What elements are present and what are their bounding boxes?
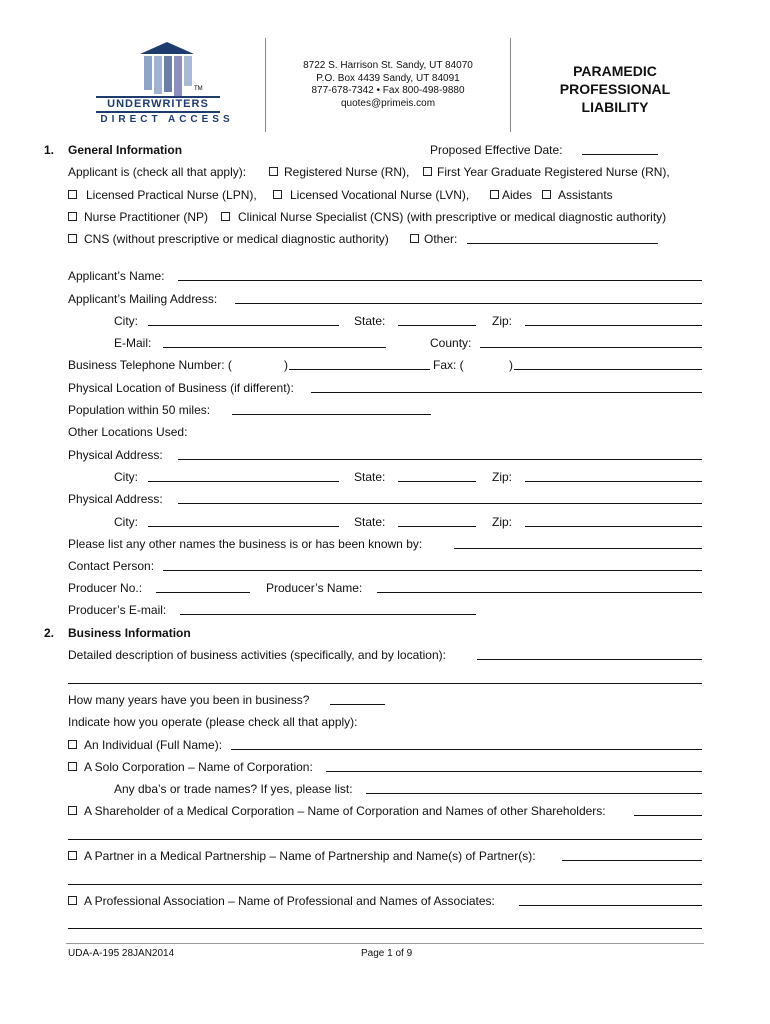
solo-corporation-checkbox[interactable] — [68, 762, 77, 771]
logo-text-direct-access: DIRECT ACCESS — [100, 114, 234, 125]
state-field[interactable] — [398, 313, 476, 326]
header-divider-left — [265, 38, 266, 132]
individual-field[interactable] — [231, 737, 702, 750]
cns2-checkbox[interactable] — [68, 234, 77, 243]
rn-checkbox[interactable] — [269, 167, 278, 176]
city-field-2[interactable] — [148, 469, 339, 482]
physical-address-field-1[interactable] — [178, 447, 702, 460]
zip-field-2[interactable] — [525, 469, 702, 482]
other-checkbox[interactable] — [410, 234, 419, 243]
dba-field[interactable] — [366, 781, 702, 794]
individual-label: An Individual (Full Name): — [84, 738, 223, 752]
section-number: 2. — [44, 626, 55, 640]
fygrn-label: First Year Graduate Registered Nurse (RN), — [437, 165, 670, 179]
business-description-field[interactable] — [477, 647, 702, 660]
phone-label: Business Telephone Number: ( — [68, 358, 232, 372]
zip-field-3[interactable] — [525, 514, 702, 527]
producer-name-field[interactable] — [377, 580, 702, 593]
individual-checkbox[interactable] — [68, 740, 77, 749]
svg-text:TM: TM — [194, 86, 203, 92]
producer-email-field[interactable] — [180, 602, 476, 615]
lpn-label: Licensed Practical Nurse (LPN), — [86, 188, 257, 202]
physical-address-label: Physical Address: — [68, 448, 163, 462]
city-label: City: — [114, 515, 138, 529]
population-field[interactable] — [232, 402, 431, 415]
applicant-name-label: Applicant’s Name: — [68, 269, 165, 283]
np-checkbox[interactable] — [68, 212, 77, 221]
np-label: Nurse Practitioner (NP) — [84, 210, 209, 224]
lpn-checkbox[interactable] — [68, 190, 77, 199]
page-number: Page 1 of 9 — [361, 948, 413, 959]
partner-label: A Partner in a Medical Partnership – Name of Partnership and Name(s) of Partner(s): — [84, 849, 536, 863]
county-label: County: — [430, 336, 472, 350]
physical-address-label: Physical Address: — [68, 492, 163, 506]
title-line: PARAMEDIC — [573, 63, 657, 79]
aides-label: Aides — [502, 188, 533, 202]
email-line: quotes@primeis.com — [340, 97, 436, 109]
shareholder-label: A Shareholder of a Medical Corporation – Name of Corporation and Names of other Shareholders: — [84, 804, 606, 818]
city-label: City: — [114, 314, 138, 328]
city-label: City: — [114, 470, 138, 484]
fygrn-checkbox[interactable] — [423, 167, 432, 176]
state-field-2[interactable] — [398, 469, 476, 482]
phone-field[interactable] — [289, 357, 430, 370]
state-field-3[interactable] — [398, 514, 476, 527]
email-label: E-Mail: — [114, 336, 152, 350]
lvn-checkbox[interactable] — [273, 190, 282, 199]
population-label: Population within 50 miles: — [68, 403, 211, 417]
aides-checkbox[interactable] — [490, 190, 499, 199]
zip-label: Zip: — [492, 470, 513, 484]
solo-corporation-label: A Solo Corporation – Name of Corporation: — [84, 760, 313, 774]
cns-checkbox[interactable] — [221, 212, 230, 221]
professional-association-label: A Professional Association – Name of Professional and Names of Associates: — [84, 894, 495, 908]
contact-person-field[interactable] — [163, 558, 702, 571]
mailing-address-label: Applicant’s Mailing Address: — [68, 292, 218, 306]
section-heading: General Information — [68, 143, 183, 157]
fax-field[interactable] — [514, 357, 702, 370]
other-names-label: Please list any other names the business is or has been known by: — [68, 537, 423, 551]
section-heading: Business Information — [68, 626, 191, 640]
physical-address-field-2[interactable] — [178, 491, 702, 504]
footer-divider — [66, 943, 704, 944]
professional-association-line-2[interactable] — [68, 928, 702, 929]
section-number: 1. — [44, 143, 55, 157]
producer-name-label: Producer’s Name: — [266, 581, 363, 595]
cns2-label: CNS (without prescriptive or medical diagnostic authority) — [84, 232, 389, 246]
fax-label: Fax: ( — [433, 358, 464, 372]
partner-field[interactable] — [562, 848, 702, 861]
other-field[interactable] — [467, 231, 658, 244]
phone-fax-line: 877-678-7342 • Fax 800-498-9880 — [311, 85, 465, 96]
form-id: UDA-A-195 28JAN2014 — [68, 948, 175, 959]
company-address — [276, 60, 500, 110]
partner-line-2[interactable] — [68, 884, 702, 885]
applicant-name-field[interactable] — [178, 268, 702, 281]
mailing-address-field[interactable] — [235, 291, 702, 304]
dba-label: Any dba’s or trade names? If yes, please list: — [114, 782, 353, 796]
city-field[interactable] — [148, 313, 339, 326]
professional-association-field[interactable] — [519, 893, 702, 906]
assistants-checkbox[interactable] — [542, 190, 551, 199]
partner-checkbox[interactable] — [68, 851, 77, 860]
business-description-line-2[interactable] — [68, 683, 702, 684]
years-in-business-field[interactable] — [330, 692, 385, 705]
address-line: 8722 S. Harrison St. Sandy, UT 84070 — [303, 60, 473, 71]
years-in-business-label: How many years have you been in business? — [68, 693, 310, 707]
cns-label: Clinical Nurse Specialist (CNS) (with prescriptive or medical diagnostic authority) — [238, 210, 667, 224]
zip-label: Zip: — [492, 515, 513, 529]
state-label: State: — [354, 515, 386, 529]
phone-paren: ) — [284, 358, 288, 372]
producer-no-label: Producer No.: — [68, 581, 143, 595]
shareholder-line-2[interactable] — [68, 839, 702, 840]
title-line: LIABILITY — [581, 99, 649, 115]
state-label: State: — [354, 470, 386, 484]
effective-date-label: Proposed Effective Date: — [430, 143, 563, 157]
assistants-label: Assistants — [558, 188, 613, 202]
address-line: P.O. Box 4439 Sandy, UT 84091 — [316, 72, 460, 84]
effective-date-field[interactable] — [582, 142, 658, 155]
city-field-3[interactable] — [148, 514, 339, 527]
logo-text-underwriters: UNDERWRITERS — [96, 96, 220, 113]
operation-type-label: Indicate how you operate (please check all that apply): — [68, 715, 358, 729]
professional-association-checkbox[interactable] — [68, 896, 77, 905]
business-description-label: Detailed description of business activities (specifically, and by location): — [68, 648, 446, 662]
zip-label: Zip: — [492, 314, 513, 328]
shareholder-field[interactable] — [634, 803, 702, 816]
zip-field[interactable] — [525, 313, 702, 326]
form-title — [515, 62, 715, 116]
header-divider-right — [510, 38, 511, 132]
fax-paren: ) — [509, 358, 513, 372]
state-label: State: — [354, 314, 386, 328]
solo-corporation-field[interactable] — [326, 759, 702, 772]
county-field[interactable] — [480, 335, 702, 348]
other-locations-label: Other Locations Used: — [68, 425, 188, 439]
applicant-type-label: Applicant is (check all that apply): — [68, 165, 247, 179]
physical-location-label: Physical Location of Business (if different): — [68, 381, 294, 395]
shareholder-checkbox[interactable] — [68, 806, 77, 815]
email-field[interactable] — [163, 335, 386, 348]
contact-person-label: Contact Person: — [68, 559, 155, 573]
rn-label: Registered Nurse (RN), — [284, 165, 410, 179]
other-names-field[interactable] — [454, 536, 702, 549]
lvn-label: Licensed Vocational Nurse (LVN), — [290, 188, 470, 202]
physical-location-field[interactable] — [311, 380, 702, 393]
other-label: Other: — [424, 232, 458, 246]
producer-no-field[interactable] — [156, 580, 250, 593]
producer-email-label: Producer’s E-mail: — [68, 603, 167, 617]
title-line: PROFESSIONAL — [559, 81, 671, 97]
company-logo — [92, 40, 252, 130]
